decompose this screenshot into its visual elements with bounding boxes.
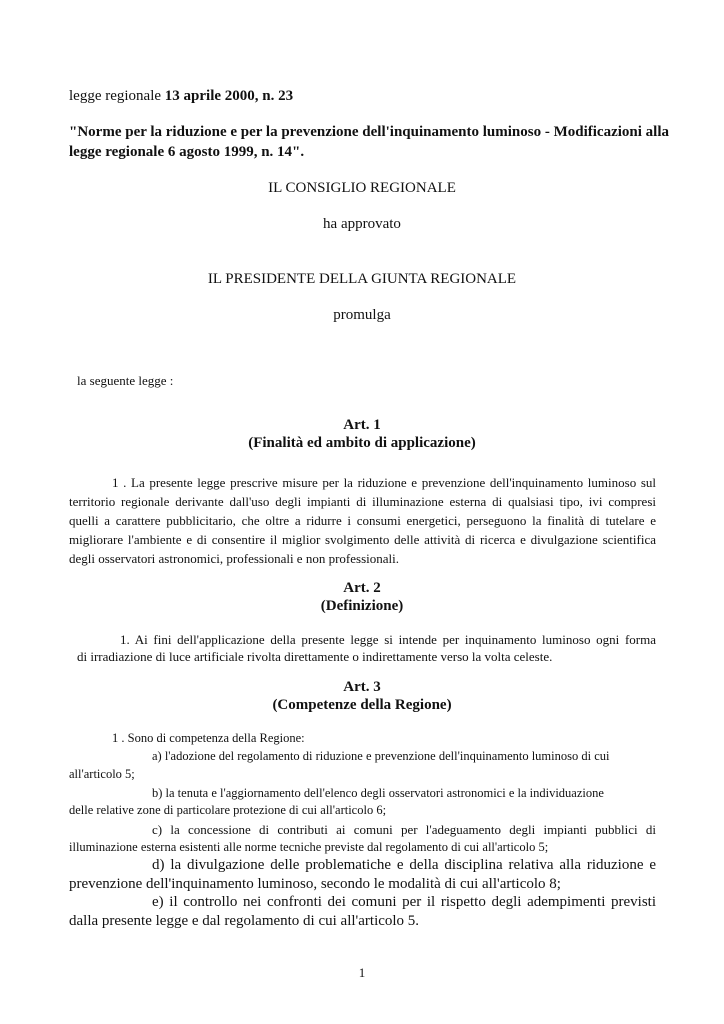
list-item-first-line: b) la tenuta e l'aggiornamento dell'elenco degli osservatori astronomici e la individuazione [152, 786, 604, 800]
list-item-first-line: a) l'adozione del regolamento di riduzione e prevenzione dell'inquinamento luminoso di cui [152, 749, 610, 763]
law-date-number: 13 aprile 2000, n. 23 [164, 88, 294, 104]
law-title-line-2: legge regionale 6 agosto 1999, n. 14". [69, 144, 305, 160]
list-item-first-line: c) la concessione di contributi ai comuni per l'adeguamento degli impianti pubblici di [152, 822, 656, 837]
page-number: 1 [358, 965, 366, 980]
article-heading: (Competenze della Regione) [272, 697, 452, 713]
article-heading: (Definizione) [320, 598, 404, 614]
article-number: Art. 2 [343, 580, 381, 596]
article-line: territorio regionale derivante dall'uso degli impianti di illuminazione esterna di qualsiasi tipo, ivi compresi [69, 494, 656, 509]
council-heading: IL CONSIGLIO REGIONALE [268, 180, 456, 196]
list-item-continuation: all'articolo 5; [69, 767, 135, 781]
law-title-line-1: "Norme per la riduzione e per la prevenzione dell'inquinamento luminoso - Modificazioni alla [69, 124, 669, 140]
list-item-first-line: e) il controllo nei confronti dei comuni per il rispetto degli adempimenti previsti [152, 894, 656, 910]
article-line: 1. Ai fini dell'applicazione della presente legge si intende per inquinamento luminoso ogni forma [120, 632, 656, 647]
article-number: Art. 3 [343, 679, 381, 695]
promulgates-text: promulga [333, 307, 391, 323]
article-line: migliorare l'ambiente e di consentire il miglior svolgimento delle attività di ricerca e divulgazione scientifica [69, 532, 656, 547]
list-item-first-line: d) la divulgazione delle problematiche e della disciplina relativa alla riduzione e [152, 857, 656, 873]
president-heading: IL PRESIDENTE DELLA GIUNTA REGIONALE [207, 271, 517, 287]
article-line: quelli a carattere pubblicitario, che oltre a ridurre i consumi energetici, perseguono la finalità di tutelare e [69, 513, 656, 528]
article-line: 1 . La presente legge prescrive misure per la riduzione e prevenzione dell'inquinamento luminoso sul [112, 475, 656, 490]
list-item-continuation: dalla presente legge e dal regolamento di cui all'articolo 5. [69, 913, 420, 929]
list-item-continuation: delle relative zone di particolare protezione di cui all'articolo 6; [69, 803, 387, 817]
article-intro: 1 . Sono di competenza della Regione: [112, 731, 305, 745]
law-reference [69, 88, 293, 105]
following-law-text: la seguente legge : [77, 373, 174, 388]
article-line: di irradiazione di luce artificiale rivolta direttamente o indirettamente verso la volta celeste. [77, 649, 553, 664]
article-number: Art. 1 [343, 417, 381, 433]
law-prefix: legge regionale [69, 88, 162, 104]
approved-text: ha approvato [323, 216, 401, 232]
list-item-continuation: illuminazione esterna esistenti alle norme tecniche previste dal regolamento di cui all'articolo 5; [69, 840, 549, 854]
list-item-continuation: prevenzione dell'inquinamento luminoso, secondo le modalità di cui all'articolo 8; [69, 876, 561, 892]
article-line: degli osservatori astronomici, professionali e non professionali. [69, 551, 399, 566]
article-heading: (Finalità ed ambito di applicazione) [248, 435, 476, 451]
